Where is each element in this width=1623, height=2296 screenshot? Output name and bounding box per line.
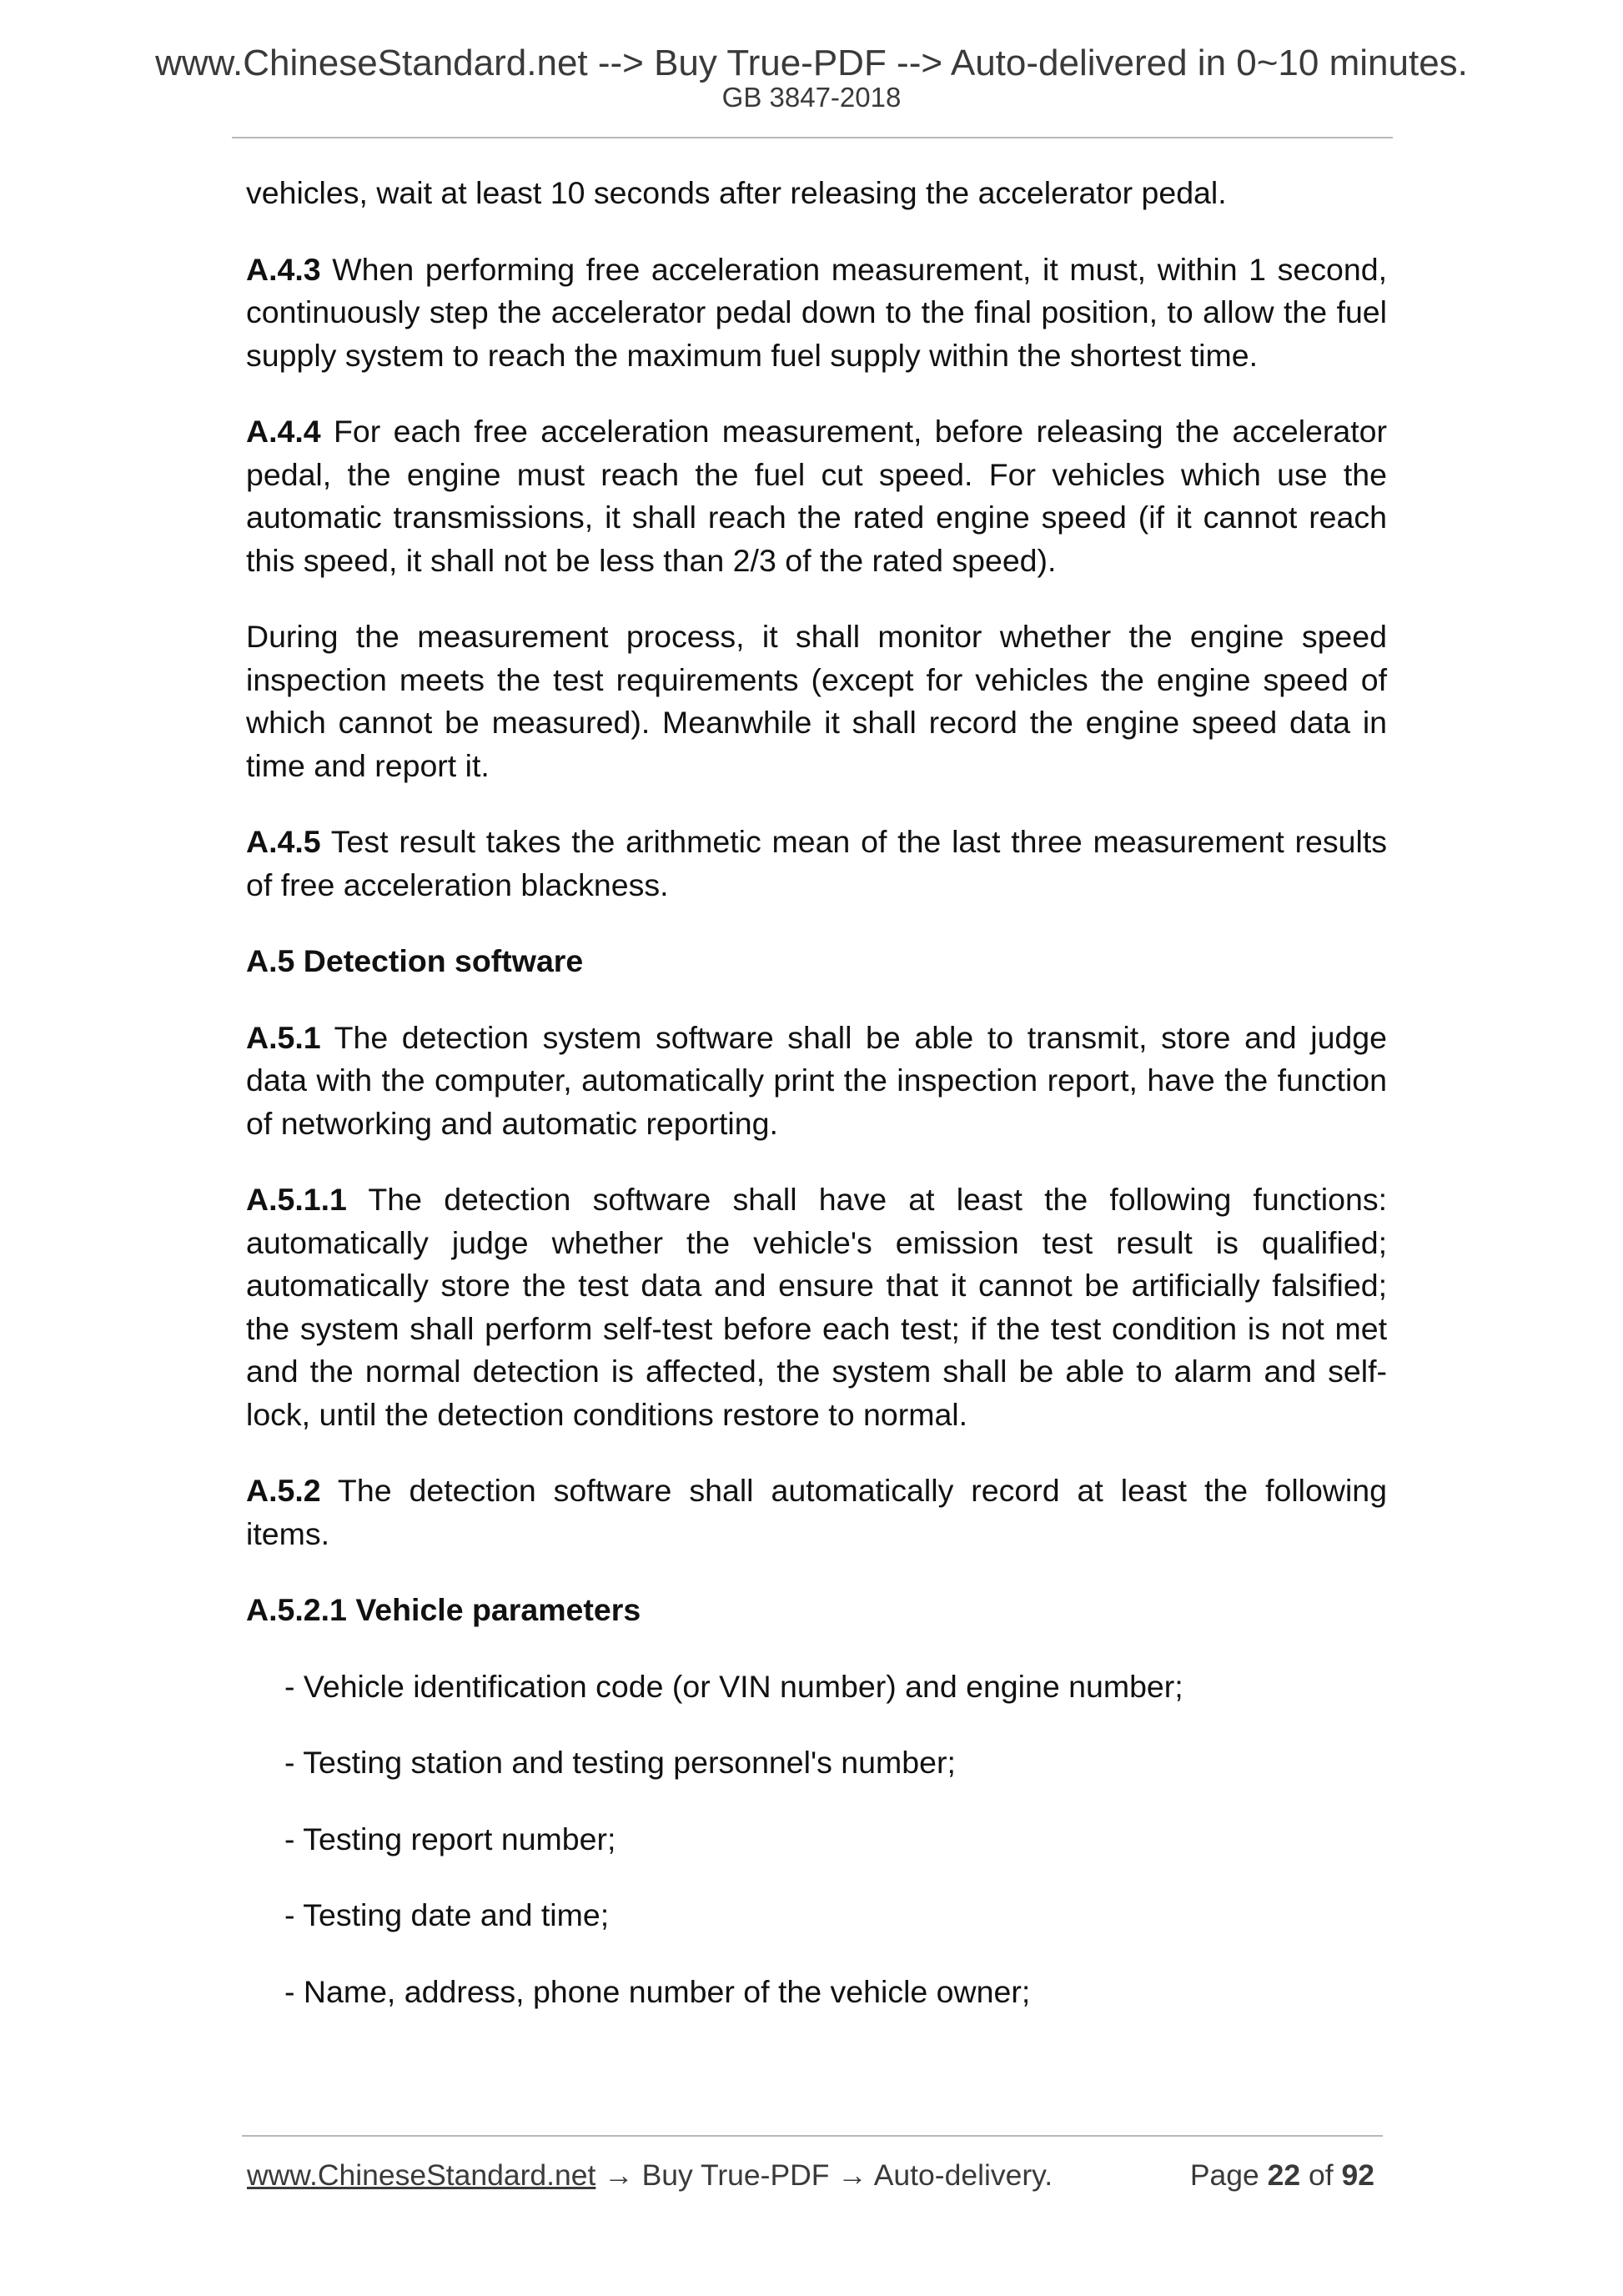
header-divider [232, 137, 1393, 138]
clause-text: The detection software shall automatically record at least the following items. [246, 1473, 1387, 1551]
clause-a-5-2 [246, 1470, 1387, 1555]
clause-text: The detection software shall have at least the following functions: automatically judge whether the vehicle's emission test result is qualified; automatically store the test data and ensure that it cannot be artificially falsified; the system shall perform self-test before each test; if the test condition is not met and the normal detection is affected, the system shall be able to alarm and self-lock, until the detection conditions restore to normal. [246, 1182, 1387, 1432]
clause-number: A.4.4 [246, 414, 321, 449]
of-label: of [1300, 2158, 1342, 2192]
clause-number: A.5.1 [246, 1019, 321, 1055]
site-link[interactable]: www.ChineseStandard.net [247, 2158, 596, 2192]
page-label: Page [1189, 2158, 1268, 2192]
clause-a-5-1-1 [246, 1178, 1387, 1436]
list-item: - Vehicle identification code (or VIN number) and engine number; [284, 1668, 1183, 1704]
clause-number: A.4.3 [246, 251, 321, 287]
section-heading-a-5: A.5 Detection software [246, 943, 584, 978]
clause-number: A.4.5 [246, 824, 321, 859]
vehicle-parameters-list [246, 1665, 1387, 2014]
page-total: 92 [1341, 2158, 1374, 2192]
clause-text: The detection system software shall be able to transmit, store and judge data with the computer, automatically print the inspection report, have the function of networking and automatic reporting. [246, 1019, 1387, 1141]
list-item: - Name, address, phone number of the vehicle owner; [284, 1973, 1031, 2009]
clause-a-4-4 [246, 410, 1387, 582]
paragraph-continued: vehicles, wait at least 10 seconds after releasing the accelerator pedal. [246, 175, 1227, 210]
list-item: - Testing date and time; [284, 1897, 610, 1932]
site-banner: www.ChineseStandard.net --> Buy True-PDF --> Auto-delivered in 0~10 minutes. [155, 43, 1468, 83]
list-item: - Testing station and testing personnel's number; [284, 1745, 956, 1780]
clause-number: A.5.1.1 [246, 1182, 347, 1217]
clause-a-4-5 [246, 821, 1387, 907]
paragraph-measurement-process: During the measurement process, it shall monitor whether the engine speed inspection meets the test requirements (except for vehicles the engine speed of which cannot be measured). Meanwhile it shall record the engine speed data in time and report it. [246, 619, 1387, 783]
footer-tagline: → Buy True-PDF → Auto-delivery. [595, 2158, 1053, 2192]
clause-text: Test result takes the arithmetic mean of the last three measurement results of free acceleration blackness. [246, 824, 1387, 902]
clause-a-5-1 [246, 1017, 1387, 1146]
page-indicator [1190, 2157, 1374, 2193]
document-code: GB 3847-2018 [721, 82, 902, 113]
page-body [246, 172, 1387, 2047]
clause-number: A.5.2 [246, 1473, 321, 1508]
list-item: - Testing report number; [284, 1821, 616, 1856]
clause-text: When performing free acceleration measurement, it must, within 1 second, continuously step the accelerator pedal down to the final position, to allow the fuel supply system to reach the maximum fuel supply within the shortest time. [246, 251, 1387, 373]
page-number: 22 [1267, 2158, 1301, 2192]
footer-divider [242, 2135, 1383, 2137]
footer-left [247, 2157, 1053, 2193]
section-heading-a-5-2-1: A.5.2.1 Vehicle parameters [246, 1592, 641, 1627]
clause-text: For each free acceleration measurement, before releasing the accelerator pedal, the engine must reach the fuel cut speed. For vehicles which use the automatic transmissions, it shall reach the rated engine speed (if it cannot reach this speed, it shall not be less than 2/3 of the rated speed). [246, 414, 1387, 578]
clause-a-4-3 [246, 249, 1387, 378]
